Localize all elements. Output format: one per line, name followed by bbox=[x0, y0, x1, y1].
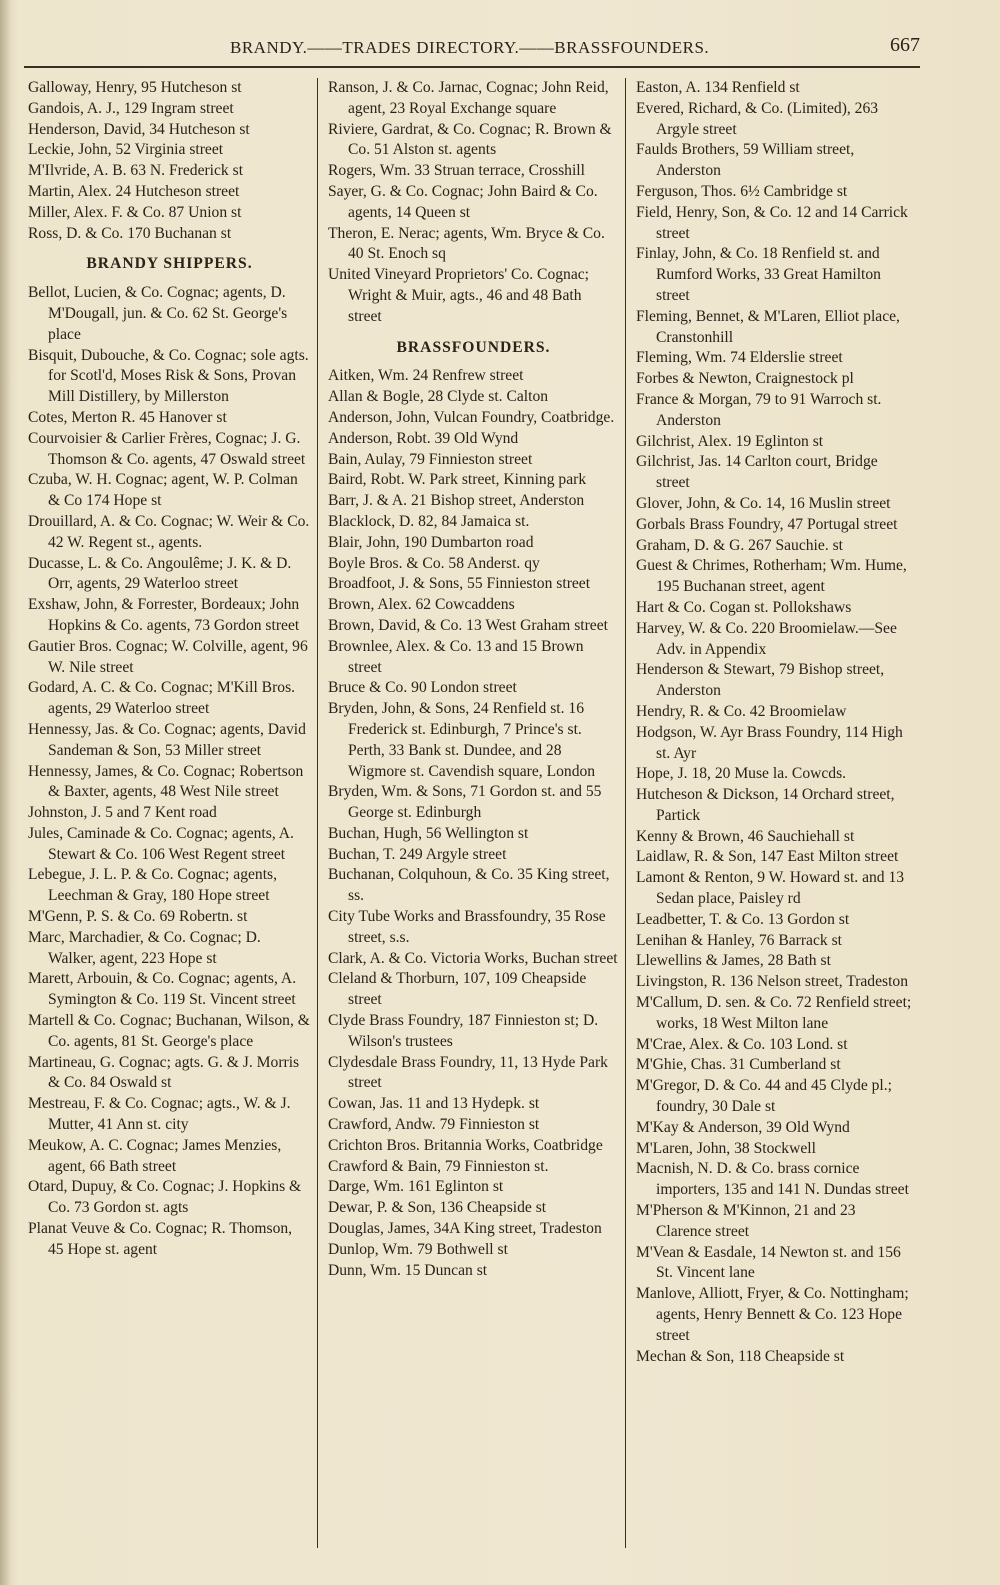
directory-entry: M'Vean & Easdale, 14 Newton st. and 156 St. Vincent lane bbox=[636, 1243, 901, 1282]
directory-entry: Livingston, R. 136 Nelson street, Tradeston bbox=[636, 973, 909, 991]
directory-entry: Gilchrist, Alex. 19 Eglinton st bbox=[636, 432, 824, 450]
directory-entry: M'Gregor, D. & Co. 44 and 45 Clyde pl.; foundry, 30 Dale st bbox=[636, 1077, 892, 1116]
directory-entry: Harvey, W. & Co. 220 Broomielaw.—See Adv. in Appendix bbox=[636, 619, 897, 658]
directory-entry: Fleming, Bennet, & M'Laren, Elliot place, Cranstonhill bbox=[636, 307, 900, 346]
directory-entry: Mestreau, F. & Co. Cognac; agts., W. & J. Mutter, 41 Ann st. city bbox=[28, 1095, 291, 1134]
column-2 bbox=[318, 78, 626, 1548]
column-3 bbox=[626, 78, 920, 1548]
directory-entry: Riviere, Gardrat, & Co. Cognac; R. Brown & Co. 51 Alston st. agents bbox=[328, 120, 612, 159]
directory-entry: Gautier Bros. Cognac; W. Colville, agent, 96 W. Nile street bbox=[28, 637, 308, 676]
directory-entry: Clyde Brass Foundry, 187 Finnieston st; D. Wilson's trustees bbox=[328, 1012, 599, 1050]
directory-entry: Brownlee, Alex. & Co. 13 and 15 Brown street bbox=[328, 637, 584, 676]
directory-entry: Crawford & Bain, 79 Finnieston st. bbox=[328, 1157, 549, 1175]
directory-entry: Hendry, R. & Co. 42 Broomielaw bbox=[636, 702, 847, 720]
directory-entry: France & Morgan, 79 to 91 Warroch st. Anderston bbox=[636, 390, 882, 429]
directory-entry: Hennessy, James, & Co. Cognac; Robertson & Baxter, agents, 48 West Nile street bbox=[28, 762, 304, 801]
directory-entry: City Tube Works and Brassfoundry, 35 Rose street, s.s. bbox=[328, 908, 606, 946]
directory-entry: Gandois, A. J., 129 Ingram street bbox=[28, 99, 234, 117]
directory-entry: Darge, Wm. 161 Eglinton st bbox=[328, 1178, 504, 1196]
directory-entry: Macnish, N. D. & Co. brass cornice importers, 135 and 141 N. Dundas street bbox=[636, 1160, 909, 1199]
directory-entry: Douglas, James, 34A King street, Tradeston bbox=[328, 1220, 602, 1238]
directory-entry: Planat Veuve & Co. Cognac; R. Thomson, 45 Hope st. agent bbox=[28, 1220, 293, 1258]
directory-entry: Gilchrist, Jas. 14 Carlton court, Bridge street bbox=[636, 453, 878, 492]
directory-entry: Johnston, J. 5 and 7 Kent road bbox=[28, 804, 217, 822]
directory-entry: Ross, D. & Co. 170 Buchanan st bbox=[28, 224, 232, 242]
directory-entry: Cleland & Thorburn, 107, 109 Cheapside street bbox=[328, 970, 587, 1009]
directory-entry: Broadfoot, J. & Sons, 55 Finnieston street bbox=[328, 575, 591, 593]
directory-entry: Bain, Aulay, 79 Finnieston street bbox=[328, 450, 533, 468]
directory-entry: Manlove, Alliott, Fryer, & Co. Nottingham; agents, Henry Bennett & Co. 123 Hope street bbox=[636, 1285, 909, 1344]
directory-entry: Leckie, John, 52 Virginia street bbox=[28, 141, 224, 159]
directory-entry: M'Genn, P. S. & Co. 69 Robertn. st bbox=[28, 908, 248, 926]
directory-entry: Buchan, Hugh, 56 Wellington st bbox=[328, 824, 529, 842]
directory-entry: Bruce & Co. 90 London street bbox=[328, 679, 517, 697]
page-header bbox=[0, 34, 1000, 64]
directory-entry: United Vineyard Proprietors' Co. Cognac; Wright & Muir, agts., 46 and 48 Bath street bbox=[328, 266, 590, 325]
directory-entry: Lebegue, J. L. P. & Co. Cognac; agents, Leechman & Gray, 180 Hope street bbox=[28, 866, 278, 905]
section-heading: BRANDY SHIPPERS. bbox=[86, 255, 253, 273]
directory-entry: Anderson, Robt. 39 Old Wynd bbox=[328, 429, 519, 447]
directory-entry: Sayer, G. & Co. Cognac; John Baird & Co. agents, 14 Queen st bbox=[328, 182, 598, 221]
directory-entry: Martineau, G. Cognac; agts. G. & J. Morris & Co. 84 Oswald st bbox=[28, 1053, 300, 1092]
directory-entry: Cowan, Jas. 11 and 13 Hydepk. st bbox=[328, 1095, 540, 1113]
directory-entry: Lenihan & Hanley, 76 Barrack st bbox=[636, 931, 842, 949]
directory-entry: Rogers, Wm. 33 Struan terrace, Crosshill bbox=[328, 162, 585, 180]
directory-entry: Clydesdale Brass Foundry, 11, 13 Hyde Park street bbox=[328, 1053, 608, 1092]
directory-entry: Mechan & Son, 118 Cheapside st bbox=[636, 1347, 845, 1365]
directory-entry: Buchan, T. 249 Argyle street bbox=[328, 845, 507, 863]
directory-entry: Hodgson, W. Ayr Brass Foundry, 114 High st. Ayr bbox=[636, 723, 903, 762]
directory-entry: Graham, D. & G. 267 Sauchie. st bbox=[636, 536, 844, 554]
directory-entry: Guest & Chrimes, Rotherham; Wm. Hume, 195 Buchanan street, agent bbox=[636, 557, 907, 596]
directory-entry: M'Laren, John, 38 Stockwell bbox=[636, 1139, 816, 1157]
directory-entry: Drouillard, A. & Co. Cognac; W. Weir & Co. 42 W. Regent st., agents. bbox=[28, 512, 310, 551]
directory-columns bbox=[26, 78, 920, 1548]
directory-entry: M'Ilvride, A. B. 63 N. Frederick st bbox=[28, 162, 244, 180]
directory-entry: Aitken, Wm. 24 Renfrew street bbox=[328, 367, 524, 385]
directory-entry: Dunlop, Wm. 79 Bothwell st bbox=[328, 1240, 508, 1258]
directory-entry: Czuba, W. H. Cognac; agent, W. P. Colman & Co 174 Hope st bbox=[28, 471, 298, 510]
directory-entry: Cotes, Merton R. 45 Hanover st bbox=[28, 408, 227, 426]
directory-entry: Boyle Bros. & Co. 58 Anderst. qy bbox=[328, 554, 540, 572]
directory-entry: Clark, A. & Co. Victoria Works, Buchan street bbox=[328, 949, 618, 967]
directory-entry: Theron, E. Nerac; agents, Wm. Bryce & Co. 40 St. Enoch sq bbox=[328, 224, 605, 263]
running-head: BRANDY.——TRADES DIRECTORY.——BRASSFOUNDERS. bbox=[230, 38, 710, 57]
directory-entry: M'Crae, Alex. & Co. 103 Lond. st bbox=[636, 1035, 848, 1053]
directory-entry: Evered, Richard, & Co. (Limited), 263 Argyle street bbox=[636, 99, 879, 138]
directory-entry: Meukow, A. C. Cognac; James Menzies, agent, 66 Bath street bbox=[28, 1136, 282, 1175]
directory-entry: Fleming, Wm. 74 Elderslie street bbox=[636, 349, 843, 367]
directory-entry: Forbes & Newton, Craignestock pl bbox=[636, 370, 854, 388]
directory-entry: Blacklock, D. 82, 84 Jamaica st. bbox=[328, 512, 530, 530]
directory-entry: Leadbetter, T. & Co. 13 Gordon st bbox=[636, 910, 850, 928]
directory-entry: Field, Henry, Son, & Co. 12 and 14 Carrick street bbox=[636, 203, 908, 242]
directory-entry: M'Pherson & M'Kinnon, 21 and 23 Clarence street bbox=[636, 1202, 856, 1240]
directory-entry: Brown, Alex. 62 Cowcaddens bbox=[328, 596, 515, 614]
directory-entry: Ferguson, Thos. 6½ Cambridge st bbox=[636, 182, 848, 200]
directory-entry: Ducasse, L. & Co. Angoulême; J. K. & D. Orr, agents, 29 Waterloo street bbox=[28, 554, 292, 593]
directory-entry: Hope, J. 18, 20 Muse la. Cowcds. bbox=[636, 765, 847, 783]
directory-entry: Llewellins & James, 28 Bath st bbox=[636, 952, 831, 970]
directory-entry: M'Ghie, Chas. 31 Cumberland st bbox=[636, 1056, 841, 1074]
directory-entry: Jules, Caminade & Co. Cognac; agents, A. Stewart & Co. 106 West Regent street bbox=[28, 824, 294, 863]
directory-entry: Marett, Arbouin, & Co. Cognac; agents, A. Symington & Co. 119 St. Vincent street bbox=[28, 970, 297, 1009]
directory-entry: Finlay, John, & Co. 18 Renfield st. and Rumford Works, 33 Great Hamilton street bbox=[636, 245, 881, 304]
page-number: 667 bbox=[890, 34, 920, 56]
directory-entry: Buchanan, Colquhoun, & Co. 35 King street, ss. bbox=[328, 866, 610, 905]
directory-entry: Brown, David, & Co. 13 West Graham street bbox=[328, 616, 608, 634]
directory-entry: Hart & Co. Cogan st. Pollokshaws bbox=[636, 598, 852, 616]
directory-entry: Martell & Co. Cognac; Buchanan, Wilson, & Co. agents, 81 St. George's place bbox=[28, 1012, 310, 1050]
directory-entry: Crichton Bros. Britannia Works, Coatbridge bbox=[328, 1136, 603, 1154]
directory-entry: Glover, John, & Co. 14, 16 Muslin street bbox=[636, 494, 891, 512]
directory-entry: Godard, A. C. & Co. Cognac; M'Kill Bros. agents, 29 Waterloo street bbox=[28, 679, 296, 718]
directory-entry: M'Kay & Anderson, 39 Old Wynd bbox=[636, 1118, 850, 1136]
directory-entry: M'Callum, D. sen. & Co. 72 Renfield street; works, 18 West Milton lane bbox=[636, 994, 912, 1032]
directory-entry: Miller, Alex. F. & Co. 87 Union st bbox=[28, 203, 242, 221]
section-heading: BRASSFOUNDERS. bbox=[396, 338, 551, 356]
directory-entry: Bryden, John, & Sons, 24 Renfield st. 16 Frederick st. Edinburgh, 7 Prince's st. Perth, 33 Bank st. Dundee, and 28 Wigmore st. Cavendish square, London bbox=[328, 700, 596, 780]
directory-entry: Henderson & Stewart, 79 Bishop street, Anderston bbox=[636, 661, 885, 700]
directory-entry: Kenny & Brown, 46 Sauchiehall st bbox=[636, 827, 855, 845]
directory-entry: Dunn, Wm. 15 Duncan st bbox=[328, 1261, 488, 1279]
directory-entry: Hutcheson & Dickson, 14 Orchard street, Partick bbox=[636, 786, 895, 824]
column-1 bbox=[26, 78, 318, 1548]
directory-entry: Baird, Robt. W. Park street, Kinning park bbox=[328, 471, 587, 489]
directory-entry: Gorbals Brass Foundry, 47 Portugal street bbox=[636, 515, 898, 533]
directory-entry: Henderson, David, 34 Hutcheson st bbox=[28, 120, 250, 138]
book-spine-shadow bbox=[0, 0, 10, 1585]
directory-entry: Faulds Brothers, 59 William street, Anderston bbox=[636, 141, 855, 180]
header-rule bbox=[24, 66, 920, 68]
directory-entry: Bisquit, Dubouche, & Co. Cognac; sole agts. for Scotl'd, Moses Risk & Sons, Provan Mill Distillery, by Millerston bbox=[28, 346, 309, 406]
directory-entry: Laidlaw, R. & Son, 147 East Milton street bbox=[636, 848, 899, 866]
directory-entry: Barr, J. & A. 21 Bishop street, Anderston bbox=[328, 492, 585, 510]
directory-entry: Bryden, Wm. & Sons, 71 Gordon st. and 55 George st. Edinburgh bbox=[328, 783, 602, 822]
directory-entry: Marc, Marchadier, & Co. Cognac; D. Walker, agent, 223 Hope st bbox=[28, 928, 261, 967]
directory-entry: Lamont & Renton, 9 W. Howard st. and 13 Sedan place, Paisley rd bbox=[636, 869, 905, 908]
directory-entry: Anderson, John, Vulcan Foundry, Coatbridge. bbox=[328, 408, 615, 426]
directory-entry: Easton, A. 134 Renfield st bbox=[636, 79, 800, 96]
directory-entry: Courvoisier & Carlier Frères, Cognac; J. G. Thomson & Co. agents, 47 Oswald street bbox=[28, 429, 306, 468]
directory-entry: Exshaw, John, & Forrester, Bordeaux; John Hopkins & Co. agents, 73 Gordon street bbox=[28, 596, 300, 634]
directory-entry: Dewar, P. & Son, 136 Cheapside st bbox=[328, 1199, 547, 1217]
directory-entry: Allan & Bogle, 28 Clyde st. Calton bbox=[328, 388, 549, 406]
directory-entry: Crawford, Andw. 79 Finnieston st bbox=[328, 1116, 540, 1134]
directory-entry: Bellot, Lucien, & Co. Cognac; agents, D. M'Dougall, jun. & Co. 62 St. George's place bbox=[28, 284, 288, 343]
directory-entry: Ranson, J. & Co. Jarnac, Cognac; John Reid, agent, 23 Royal Exchange square bbox=[328, 79, 609, 117]
directory-entry: Galloway, Henry, 95 Hutcheson st bbox=[28, 79, 242, 96]
directory-entry: Martin, Alex. 24 Hutcheson street bbox=[28, 182, 240, 200]
directory-entry: Blair, John, 190 Dumbarton road bbox=[328, 533, 534, 551]
directory-entry: Otard, Dupuy, & Co. Cognac; J. Hopkins & Co. 73 Gordon st. agts bbox=[28, 1178, 302, 1217]
directory-entry: Hennessy, Jas. & Co. Cognac; agents, David Sandeman & Son, 53 Miller street bbox=[28, 720, 306, 759]
